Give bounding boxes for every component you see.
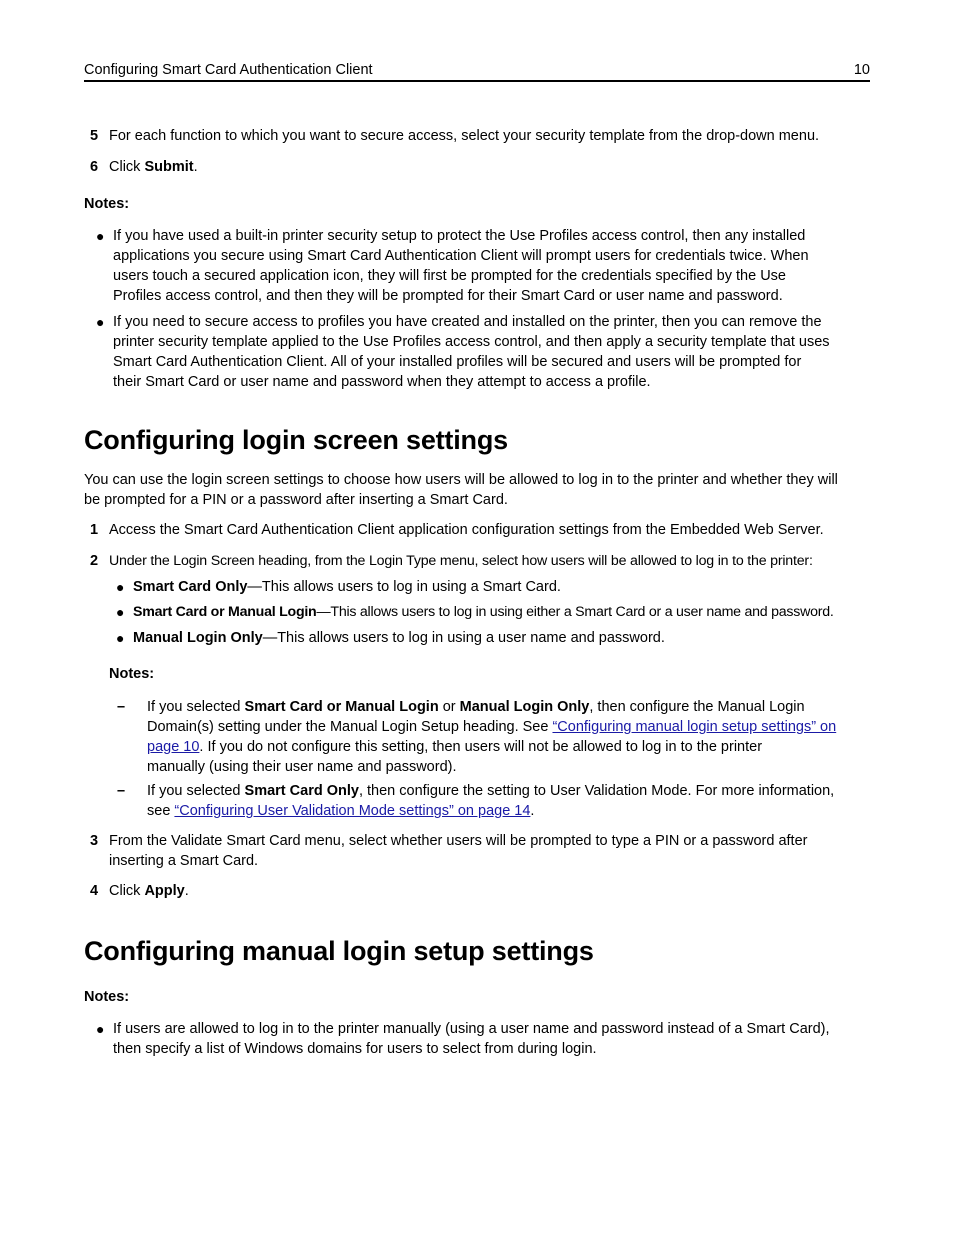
step-number: 2 bbox=[90, 553, 99, 569]
note-line: printer security template applied to the Use Profiles access control, and then apply a security template that uses bbox=[113, 334, 830, 350]
page-number: 10 bbox=[853, 62, 870, 78]
step-number: 6 bbox=[90, 159, 99, 175]
bullet-icon: ● bbox=[116, 630, 125, 646]
dash-icon: – bbox=[117, 699, 126, 715]
header-title: Configuring Smart Card Authentication Client bbox=[84, 62, 373, 78]
note-line: their Smart Card or user name and password when they attempt to access a profile. bbox=[113, 374, 651, 390]
bullet-icon: ● bbox=[96, 228, 105, 244]
link-page-10[interactable]: page 10 bbox=[147, 739, 200, 755]
section-intro: You can use the login screen settings to choose how users will be allowed to log in to the printer and whether they will be prompted for a PIN or a password after inserting a Smart Card. bbox=[84, 472, 838, 508]
note-line: Profiles access control, and then they will be prompted for their Smart Card or user name and password. bbox=[113, 288, 783, 304]
bullet-icon: ● bbox=[96, 314, 105, 330]
link-user-validation-mode[interactable]: “Configuring User Validation Mode settings” on page 14 bbox=[174, 803, 531, 819]
step-number: 3 bbox=[90, 833, 99, 849]
link-manual-login-setup[interactable]: “Configuring manual login setup settings” on bbox=[552, 719, 837, 735]
note-line: Smart Card Authentication Client. All of your installed profiles will be secured and users will be prompted for bbox=[113, 354, 802, 370]
note-line: If you need to secure access to profiles you have created and installed on the printer, then you can remove the bbox=[113, 314, 822, 330]
step-text: Access the Smart Card Authentication Client application configuration settings from the Embedded Web Server. bbox=[109, 522, 824, 538]
step-text: For each function to which you want to secure access, select your security template from the drop-down menu. bbox=[109, 128, 820, 144]
notes-label: Notes: bbox=[84, 989, 130, 1005]
dash-icon: – bbox=[117, 783, 126, 799]
submit-label: Submit bbox=[144, 159, 194, 175]
page-header bbox=[84, 58, 870, 82]
bullet-icon: ● bbox=[116, 579, 125, 595]
notes-label: Notes: bbox=[84, 196, 130, 212]
step-text: Click Apply. bbox=[109, 883, 189, 899]
step-text: From the Validate Smart Card menu, select whether users will be prompted to type a PIN or a password after inserting a Smart Card. bbox=[109, 833, 808, 869]
note-line: If you have used a built-in printer security setup to protect the Use Profiles access control, then any installed bbox=[113, 228, 806, 244]
note-line: applications you secure using Smart Card Authentication Client will prompt users for credentials twice. When bbox=[113, 248, 809, 264]
step-number: 4 bbox=[90, 883, 99, 899]
notes-label: Notes: bbox=[109, 666, 155, 682]
apply-label: Apply bbox=[144, 883, 185, 899]
step-text: Under the Login Screen heading, from the Login Type menu, select how users will be allowed to log in to the printer: bbox=[109, 553, 813, 569]
step-text: Click Submit. bbox=[109, 159, 198, 175]
step-number: 1 bbox=[90, 522, 99, 538]
section-heading-login-screen: Configuring login screen settings bbox=[84, 425, 508, 455]
step-number: 5 bbox=[90, 128, 99, 144]
note-line: users touch a secured application icon, they will first be prompted for the credentials specified by the Use bbox=[113, 268, 786, 284]
bullet-icon: ● bbox=[116, 604, 125, 620]
section-heading-manual-login: Configuring manual login setup settings bbox=[84, 936, 594, 966]
bullet-icon: ● bbox=[96, 1021, 105, 1037]
